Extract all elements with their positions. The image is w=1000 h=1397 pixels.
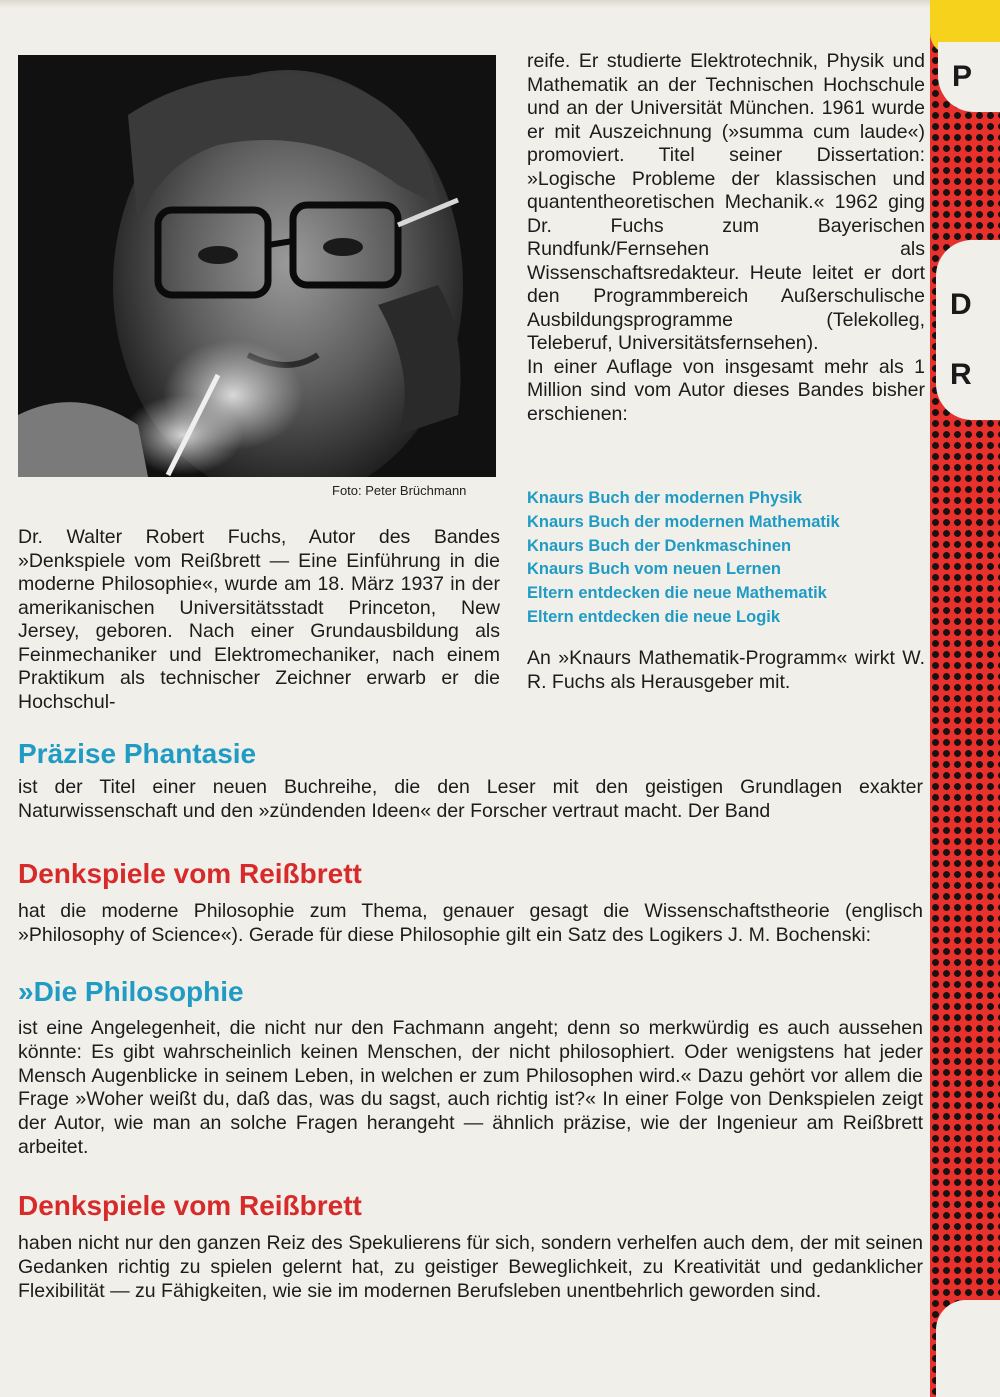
editor-note [527, 647, 925, 694]
spine-label-mid [936, 240, 1000, 420]
bio-right-text: reife. Er studierte Elektrotechnik, Physik und Mathematik an der Technischen Hochschule und an der Universität München. 1961 wurde er mit Auszeichnung (»summa cum laude«) promoviert. Titel seiner Dissertation: »Logische Probleme der klassischen und quantentheoretischen Mechanik.« 1962 ging Dr. Fuchs zum Bayerischen Rundfunk/Fernsehen als Wissenschaftsredakteur. Heute leitet er dort den Programmbereich Außerschulische Ausbildungsprogramme (Telekolleg, Teleberuf, Universitätsfernsehen). [527, 50, 925, 354]
section-text-praezise-phantasie: ist der Titel einer neuen Buchreihe, die den Leser mit den geistigen Grundlagen exakter Naturwissenschaft und den »zündenden Ideen« der Forscher vertraut macht. Der Band [18, 776, 923, 822]
section-text-denkspiele-2: haben nicht nur den ganzen Reiz des Spekulierens für sich, sondern verhelfen auch dem, der mit seinen Gedanken richtig zu spielen gelernt hat, zu geistiger Beweglichkeit, zu Kreativität und gedanklicher Flexibilität — zu Fähigkeiten, wie sie im modernen Berufsleben unentbehrlich geworden sind. [18, 1232, 923, 1302]
top-edge [0, 0, 930, 8]
book-item: Knaurs Buch der Denkmaschinen [527, 536, 792, 555]
section-heading-praezise-phantasie: Präzise Phantasie [18, 738, 257, 769]
book-item: Knaurs Buch der modernen Physik [527, 489, 803, 507]
bio-left-column [18, 526, 500, 714]
spine-letter-mid1: D [950, 288, 972, 321]
book-list [527, 487, 925, 630]
bio-right-column [527, 50, 925, 426]
section-heading-denkspiele-1: Denkspiele vom Reißbrett [18, 858, 362, 889]
bio-books-intro: In einer Auflage von insgesamt mehr als 1 Million sind vom Autor dieses Bandes bisher erschienen: [527, 355, 925, 425]
spine-label-top [938, 42, 1000, 112]
book-item: Eltern entdecken die neue Logik [527, 607, 781, 626]
section-text-denkspiele-1: hat die moderne Philosophie zum Thema, genauer gesagt die Wissenschaftstheorie (englisch »Philosophy of Science«). Gerade für diese Philosophie gilt ein Satz des Logikers J. M. Bochenski: [18, 900, 923, 946]
portrait-photo-icon [18, 55, 496, 477]
section-text-die-philosophie: ist eine Angelegenheit, die nicht nur den Fachmann angeht; denn so merkwürdig es auch aussehen könnte: Es gibt wahrscheinlich keinen Menschen, der nicht philosophiert. Oder wenigstens hat jeder Mensch Augenblicke in seinem Leben, in welchen er zum Philosophen wird.« Dazu gehört vor allem die Frage »Woher weißt du, daß das, was du sagst, auch richtig ist?« In einer Folge von Denkspielen zeigt der Autor, wie man an solche Fragen herangeht — ähnlich präzise, wie der Ingenieur am Reißbrett arbeitet. [18, 1017, 923, 1158]
bio-left-text: Dr. Walter Robert Fuchs, Autor des Bandes »Denkspiele vom Reißbrett — Eine Einführung in die moderne Philosophie«, wurde am 18. März 1937 in der amerikanischen Universitätsstadt Princeton, New Jersey, geboren. Nach einer Grundausbildung als Feinmechaniker und Elektromechaniker, nach einem Praktikum als technischer Zeichner erwarb er die Hochschul- [18, 526, 500, 713]
section-heading-denkspiele-2: Denkspiele vom Reißbrett [18, 1190, 362, 1221]
editor-note-text: An »Knaurs Mathematik-Programm« wirkt W. R. Fuchs als Herausgeber mit. [527, 647, 925, 693]
book-spine-strip [930, 0, 1000, 1397]
author-portrait-photo [18, 55, 496, 477]
photo-credit: Foto: Peter Brüchmann [332, 483, 467, 498]
book-item: Knaurs Buch der modernen Mathematik [527, 512, 840, 531]
spine-bottom-label [936, 1300, 1000, 1397]
section-heading-die-philosophie: »Die Philosophie [18, 976, 244, 1007]
book-item: Eltern entdecken die neue Mathematik [527, 584, 827, 603]
book-item: Knaurs Buch vom neuen Lernen [527, 560, 781, 579]
spine-letter-mid2: R [950, 358, 972, 391]
spine-letter-top: P [952, 60, 973, 93]
